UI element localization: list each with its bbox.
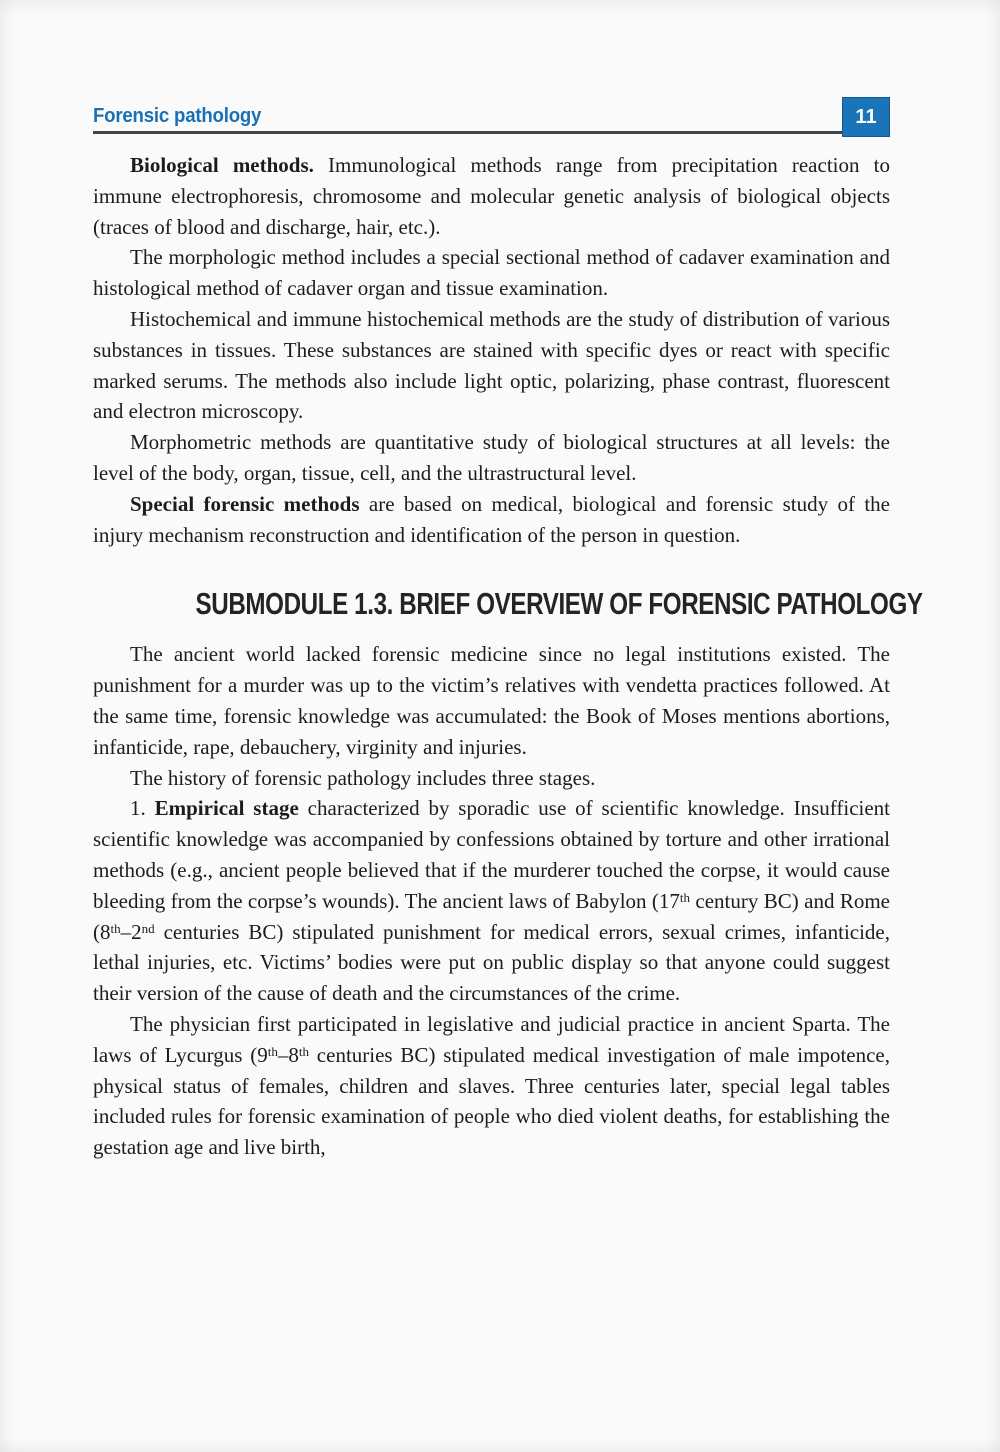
page-number-badge: 11 (842, 97, 890, 137)
text-run: century BC) and Rome (8 (93, 888, 890, 944)
text-run: The morphologic method includes a special sectional method of cadaver examination and histological method of cadaver organ and tissue examination. (93, 245, 890, 301)
section-methods (93, 150, 890, 550)
text-run: 1. (130, 796, 155, 821)
text-run: are based on medical, biological and forensic study of the injury mechanism reconstruction and identification of the person in question. (93, 491, 890, 547)
bold-text: Special forensic methods (130, 491, 360, 516)
section-heading-text: SUBMODULE 1.3. BRIEF OVERVIEW OF FORENSIC PATHOLOGY (195, 586, 923, 622)
paragraph (93, 304, 890, 427)
text-run: Histochemical and immune histochemical methods are the study of distribution of various substances in tissues. These substances are stained with specific dyes or react with specific marked serums. The methods also include light optic, polarizing, phase contrast, fluorescent and electron microscopy. (93, 306, 890, 424)
text-run: Morphometric methods are quantitative study of biological structures at all levels: the level of the body, organ, tissue, cell, and the ultrastructural level. (93, 430, 890, 485)
text-run: –2 (120, 919, 142, 944)
superscript: nd (141, 920, 155, 936)
section-history (93, 639, 890, 1163)
page-body (93, 150, 923, 1163)
paragraph (93, 427, 890, 489)
paragraph (93, 639, 890, 762)
text-run: The ancient world lacked forensic medicine since no legal institutions existed. The punishment for a murder was up to the victim’s relatives with vendetta practices followed. At the same time, forensic knowledge was accumulated: the Book of Moses mentions abortions, infanticide, rape, debauchery, virginity and injuries. (93, 642, 890, 759)
text-run: centuries BC) stipulated punishment for medical errors, sexual crimes, infanticide, lethal injuries, etc. Victims’ bodies were put on public display so that anyone could suggest their version of the cause of death and the circumstances of the crime. (93, 919, 890, 1006)
paragraph (93, 242, 890, 304)
text-run: characterized by sporadic use of scientific knowledge. Insufficient scientific knowledge was accompanied by confessions obtained by torture and other irrational methods (e.g., ancient people believed that if the murderer touched the corpse, it would cause bleeding from the corpse’s wounds). The ancient laws of Babylon (17 (93, 796, 891, 913)
superscript: th (298, 1043, 309, 1059)
text-run: The physician first participated in legislative and judicial practice in ancient Sparta. The laws of Lycurgus (9 (93, 1011, 890, 1067)
text-run: –8 (277, 1042, 299, 1067)
superscript: th (679, 889, 691, 905)
paragraph (93, 150, 890, 242)
bold-text: Empirical stage (154, 796, 299, 821)
text-run: centuries BC) stipulated medical investigation of male impotence, physical status of females, children and slaves. Three centuries later, special legal tables included rules for forensic examination of people who died violent deaths, for establishing the gestation age and live birth, (93, 1042, 890, 1160)
header-rule (93, 131, 844, 134)
page-header (93, 97, 890, 137)
paragraph (93, 1009, 890, 1163)
paragraph (93, 793, 890, 1009)
running-title: Forensic pathology (93, 105, 262, 127)
section-heading (93, 586, 923, 622)
superscript: th (267, 1043, 278, 1059)
bold-text: Biological methods. (130, 153, 314, 177)
superscript: th (110, 920, 121, 936)
text-run: Immunological methods range from precipitation reaction to immune electrophoresis, chromosome and molecular genetic analysis of biological objects (traces of blood and discharge, hair, etc.). (93, 153, 890, 239)
text-run: The history of forensic pathology includes three stages. (130, 765, 596, 790)
paragraph (93, 489, 890, 551)
paragraph (93, 763, 890, 794)
